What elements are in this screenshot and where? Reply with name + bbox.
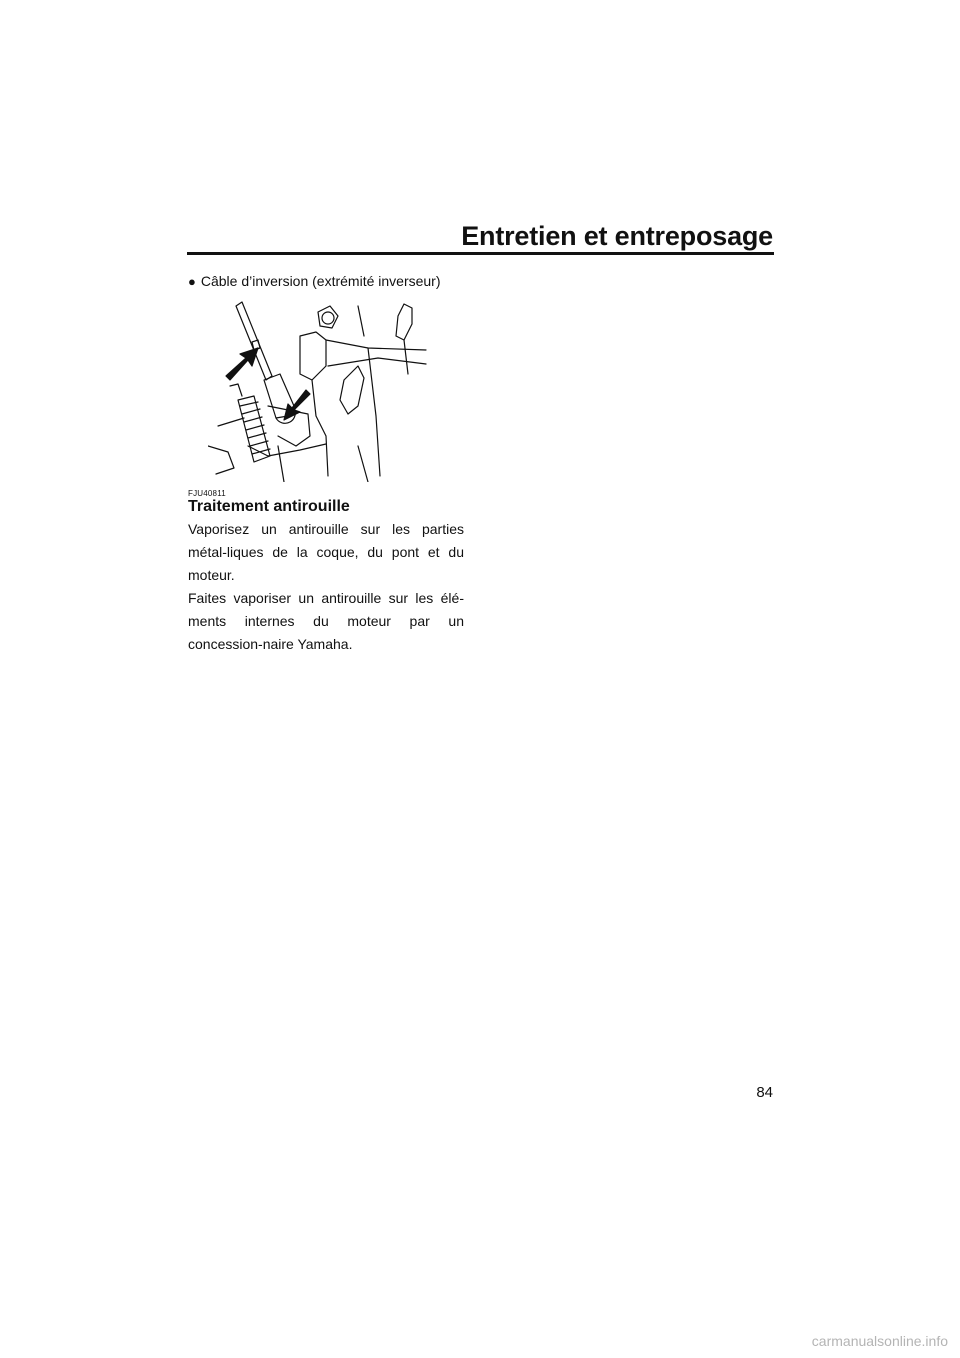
page-number: 84 xyxy=(756,1084,773,1101)
section-body xyxy=(188,518,464,656)
paragraph: Faites vaporiser un antirouille sur les élé-ments internes du moteur par un concession-naire Yamaha. xyxy=(188,590,464,652)
page-header-title: Entretien et entreposage xyxy=(461,221,773,251)
cable-lubrication-diagram-icon xyxy=(208,296,434,482)
bullet-icon: ● xyxy=(188,274,196,289)
bullet-item xyxy=(188,273,441,289)
section-code: FJU40811 xyxy=(188,489,226,498)
paragraph: Vaporisez un antirouille sur les parties métal-liques de la coque, du pont et du moteur. xyxy=(188,521,464,583)
cable-lubrication-figure xyxy=(208,296,434,482)
section-title: Traitement antirouille xyxy=(188,498,350,515)
bullet-text: Câble d’inversion (extrémité inverseur) xyxy=(200,273,441,289)
header-rule xyxy=(187,252,774,255)
watermark-link[interactable]: carmanualsonline.info xyxy=(811,1333,948,1349)
